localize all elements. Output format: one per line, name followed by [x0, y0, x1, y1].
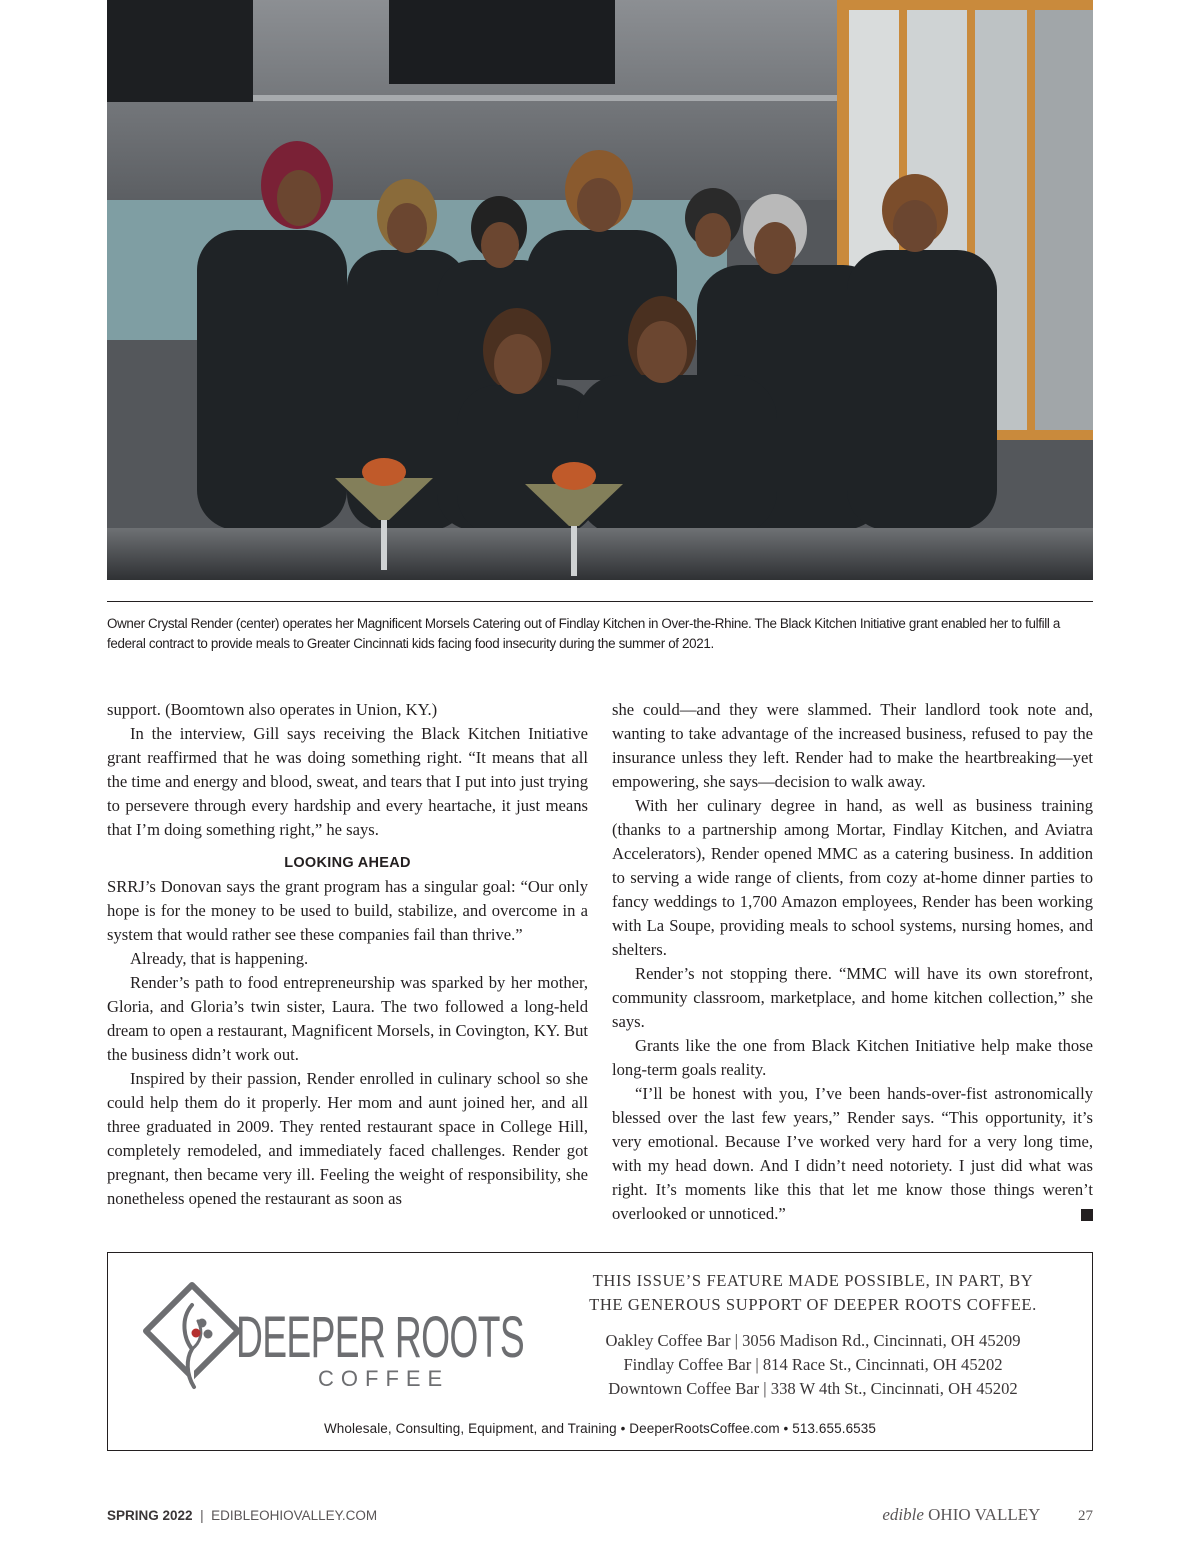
- feature-photo: [107, 0, 1093, 580]
- caption-rule: [107, 601, 1093, 602]
- footer-divider: |: [196, 1508, 208, 1523]
- paragraph: support. (Boomtown also operates in Union, KY.): [107, 700, 438, 719]
- locations-list: [568, 1329, 1058, 1401]
- sponsor-ad-box: [107, 1252, 1093, 1451]
- paragraph: With her culinary degree in hand, as well as business training (thanks to a partnership among Mortar, Findlay Kitchen, and Aviatra Accelerators), Render opened MMC as a catering business. In addition to serving a wide range of clients, from cozy at-home dinner parties to fancy weddings to 1,700 Amazon employees, Render has been working with La Soupe, providing meals to school systems, nursing homes, and shelters.: [612, 796, 1093, 959]
- paragraph: Grants like the one from Black Kitchen Initiative help make those long-term goals reality.: [612, 1036, 1093, 1079]
- sponsor-headline: [568, 1269, 1058, 1317]
- article-column-left: [107, 698, 588, 1211]
- end-mark-icon: [1081, 1209, 1093, 1221]
- site-url: EDIBLEOHIOVALLEY.COM: [211, 1508, 378, 1523]
- section-heading: LOOKING AHEAD: [284, 855, 411, 871]
- paragraph: she could—and they were slammed. Their landlord took note and, wanting to take advantage of the increased business, refused to pay the insurance unless they left. Render had to make the heartbreaking—yet empowering, she says—decision to walk away.: [612, 700, 1093, 791]
- paragraph: Render’s path to food entrepreneurship was sparked by her mother, Gloria, and Gloria’s twin sister, Laura. The two followed a long-held dream to open a restaurant, Magnificent Morsels, in Covington, KY. But the business didn’t work out.: [107, 973, 588, 1064]
- photo-illustration: [107, 0, 1093, 580]
- footer-right: [882, 1505, 1093, 1525]
- magazine-name-italic: edible: [882, 1505, 924, 1524]
- logo-graphic: [134, 1279, 534, 1399]
- paragraph: Already, that is happening.: [130, 949, 309, 968]
- paragraph: In the interview, Gill says receiving the Black Kitchen Initiative grant reaffirmed that he was doing something right. “It means that all the time and energy and blood, sweat, and tears that I put into just trying to persevere through every hardship and every heartache, it just means that I’m doing something right,” he says.: [107, 724, 588, 839]
- paragraph: Inspired by their passion, Render enrolled in culinary school so she could help them do it properly. Her mom and aunt joined her, and all three graduated in 2009. They rented restaurant space in College Hill, completely remodeled, and immediately faced challenges. Render got pregnant, then became very ill. Feeling the weight of responsibility, she nonetheless opened the restaurant as soon as: [107, 1069, 588, 1208]
- headline-line: THE GENEROUS SUPPORT OF DEEPER ROOTS COFFEE.: [589, 1295, 1037, 1314]
- logo-wordmark: DEEPER ROOTS: [236, 1305, 524, 1370]
- location-item: Oakley Coffee Bar | 3056 Madison Rd., Cincinnati, OH 45209: [605, 1331, 1021, 1350]
- paragraph-final: [612, 1082, 1093, 1226]
- sponsor-contact-line: Wholesale, Consulting, Equipment, and Training • DeeperRootsCoffee.com • 513.655.6535: [323, 1421, 877, 1436]
- headline-line: THIS ISSUE’S FEATURE MADE POSSIBLE, IN PART, BY: [592, 1271, 1034, 1290]
- paragraph: SRRJ’s Donovan says the grant program has a singular goal: “Our only hope is for the money to be used to build, stabilize, and overcome in a system that would rather see these companies fail than thrive.”: [107, 877, 588, 944]
- location-item: Downtown Coffee Bar | 338 W 4th St., Cincinnati, OH 45202: [608, 1379, 1018, 1398]
- logo-subtitle: COFFEE: [318, 1366, 450, 1391]
- location-item: Findlay Coffee Bar | 814 Race St., Cincinnati, OH 45202: [623, 1355, 1003, 1374]
- paragraph-text: “I’ll be honest with you, I’ve been hands-over-fist astronomically blessed over the last few years,” Render says. “This opportunity, it’s very emotional. Because I’ve worked very hard for a very long time, with my head down. And I didn’t need notoriety. I just did what was right. It’s moments like this that let me know those things weren’t overlooked or unnoticed.”: [612, 1084, 1093, 1223]
- deeper-roots-logo: [134, 1279, 534, 1404]
- footer-left: [107, 1508, 377, 1523]
- page-number: 27: [1078, 1508, 1093, 1524]
- magazine-name: OHIO VALLEY: [928, 1505, 1040, 1524]
- photo-caption: Owner Crystal Render (center) operates her Magnificent Morsels Catering out of Findlay Kitchen in Over-the-Rhine. The Black Kitchen Initiative grant enabled her to fulfill a federal contract to provide meals to Greater Cincinnati kids facing food insecurity during the summer of 2021.: [107, 616, 1060, 651]
- issue-season: SPRING 2022: [107, 1508, 193, 1523]
- article-column-right: [612, 698, 1093, 1226]
- paragraph: Render’s not stopping there. “MMC will have its own storefront, community classroom, marketplace, and home kitchen collection,” she says.: [612, 964, 1093, 1031]
